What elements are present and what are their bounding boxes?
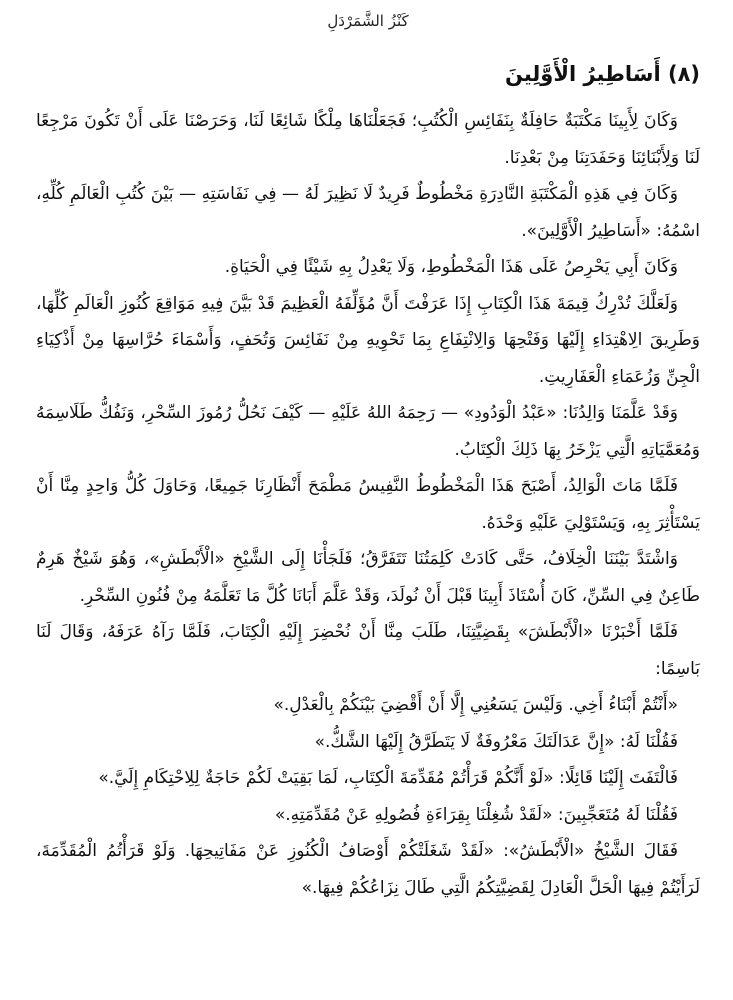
- paragraph: وَاشْتَدَّ بَيْنَنَا الْخِلَافُ، حَتَّى كَادَتْ كَلِمَتُنَا تَتَفَرَّقُ؛ فَلَجَأْنَا إِلَى الشَّيْخِ «الْأَبْطَشِ»، وَهُوَ شَيْخٌ هَرِمٌ طَاعِنٌ فِي السِّنِّ، كَانَ أُسْتَاذَ أَبِينَا قَبْلَ أَنْ نُولَدَ، وَقَدْ عَلَّمَ أَبَانَا كُلَّ مَا تَعَلَّمَهُ مِنْ فُنُونِ السِّحْرِ.: [36, 549, 700, 606]
- paragraph: وَكَانَ لِأَبِينَا مَكْتَبَةٌ حَافِلَةٌ بِنَفَائِسِ الْكُتُبِ؛ فَجَعَلْنَاهَا مِلْكًا شَائِعًا لَنَا، وَحَرَصْنَا عَلَى أَنْ تَكُونَ مَرْجِعًا لَنَا وَلِأَبْنَائِنَا وَحَفَدَتِنَا مِنْ بَعْدِنَا.: [36, 111, 700, 168]
- paragraph: فَقُلْنَا لَهُ مُتَعَجِّبِينَ: «لَقَدْ شُغِلْنَا بِقِرَاءَةِ فُصُولِهِ عَنْ مُقَدِّمَتِهِ.»: [274, 804, 678, 825]
- paragraph: فَقُلْنَا لَهُ: «إِنَّ عَدَالَتَكَ مَعْرُوفَةٌ لَا يَتَطَرَّقُ إِلَيْهَا الشَّكُّ.»: [314, 731, 678, 752]
- running-header: كَنْزُ الشَّمَرْدَلِ: [327, 12, 409, 30]
- quote-paragraph: «أَنْتُمْ أَبْنَاءُ أَخِي. وَلَيْسَ يَسَعُنِي إِلَّا أَنْ أَقْضِيَ بَيْنَكُمْ بِالْعَدْلِ.»: [273, 695, 678, 715]
- body-text: [36, 103, 700, 906]
- paragraph: وَكَانَ فِي هَذِهِ الْمَكْتَبَةِ النَّادِرَةِ مَخْطُوطٌ فَرِيدٌ لَا نَظِيرَ لَهُ — فِي نَفَاسَتِهِ — بَيْنَ كُتُبِ الْعَالَمِ كُلِّهِ، اسْمُهُ: «أَسَاطِيرُ الْأَوَّلِينَ».: [36, 184, 700, 241]
- paragraph: وَقَدْ عَلَّمَنَا وَالِدُنَا: «عَبْدُ الْوَدُودِ» — رَحِمَهُ اللهُ عَلَيْهِ — كَيْفَ نَحُلُّ رُمُوزَ السِّحْرِ، وَنَفُكُّ طَلَاسِمَهُ وَمُعَمَّيَاتِهِ الَّتِي يَزْخَرُ بِهَا ذَلِكَ الْكِتَابُ.: [36, 403, 700, 460]
- chapter-title: (٨) أَسَاطِيرُ الْأَوَّلِينَ: [504, 62, 700, 86]
- paragraph: فَلَمَّا مَاتَ الْوَالِدُ، أَصْبَحَ هَذَا الْمَخْطُوطُ النَّفِيسُ مَطْمَحَ أَنْظَارِنَا جَمِيعًا، وَحَاوَلَ كُلُّ وَاحِدٍ مِنَّا أَنْ يَسْتَأْثِرَ بِهِ، وَيَسْتَوْلِيَ عَلَيْهِ وَحْدَهُ.: [36, 476, 700, 533]
- book-page: [36, 0, 700, 1000]
- paragraph: فَقَالَ الشَّيْخُ «الْأَبْطَشُ»: «لَقَدْ شَغَلَتْكُمْ أَوْصَافُ الْكُنُوزِ عَنْ مَفَاتِيحِهَا. وَلَوْ قَرَأْتُمُ الْمُقَدِّمَةَ، لَرَأَيْتُمْ فِيهَا الْحَلَّ الْعَادِلَ لِقَضِيَّتِكُمُ الَّتِي طَالَ نِزَاعُكُمْ فِيهَا.»: [36, 841, 700, 898]
- paragraph: وَلَعَلَّكَ تُدْرِكُ قِيمَةَ هَذَا الْكِتَابِ إِذَا عَرَفْتَ أَنَّ مُؤَلِّفَهُ الْعَظِيمَ قَدْ بَيَّنَ فِيهِ مَوَاقِعَ كُنُوزِ الْعَالَمِ كُلِّهَا، وَطَرِيقَ الِاهْتِدَاءِ إِلَيْهَا وَفَتْحِهَا وَالِانْتِفَاعِ بِمَا تَحْوِيهِ مِنْ نَفَائِسَ وَتُحَفٍ، وَأَسْمَاءَ حُرَّاسِهَا مِنْ أَذْكِيَاءِ الْجِنِّ وَزُعَمَاءِ الْعَفَارِيتِ.: [36, 293, 700, 387]
- paragraph: وَكَانَ أَبِي يَحْرِصُ عَلَى هَذَا الْمَخْطُوطِ، وَلَا يَعْدِلُ بِهِ شَيْئًا فِي الْحَيَاةِ.: [224, 257, 678, 277]
- paragraph: فَالْتَفَتَ إِلَيْنَا قَائِلًا: «لَوْ أَنَّكُمْ قَرَأْتُمْ مُقَدِّمَةَ الْكِتَابِ، لَمَا بَقِيَتْ لَكُمْ حَاجَةٌ لِلِاحْتِكَامِ إِلَيَّ.»: [98, 768, 678, 788]
- paragraph: فَلَمَّا أَخْبَرْنَا «الْأَبْطَشَ» بِقَضِيَّتِنَا، طَلَبَ مِنَّا أَنْ نُحْضِرَ إِلَيْهِ الْكِتَابَ، فَلَمَّا رَآهُ عَرَفَهُ، وَقَالَ لَنَا بَاسِمًا:: [36, 622, 700, 679]
